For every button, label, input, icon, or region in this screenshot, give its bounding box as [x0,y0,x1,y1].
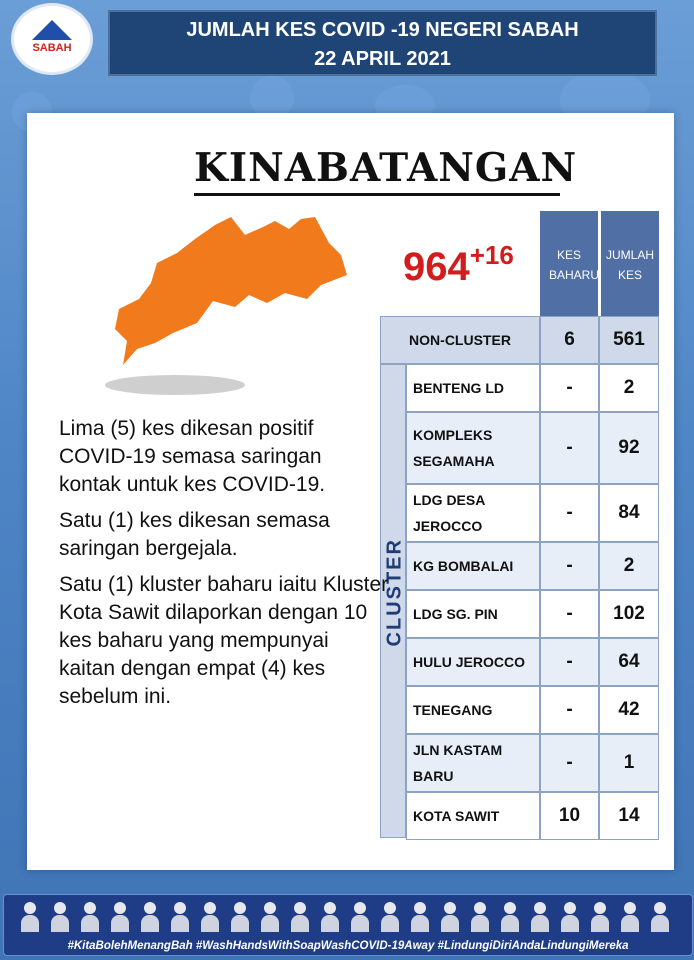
total-cases [403,240,514,290]
person-icon [200,902,220,932]
footer-banner [3,894,693,956]
person-icon [560,902,580,932]
person-icon [230,902,250,932]
person-icon [590,902,610,932]
total-cases-value: 964 [403,245,470,289]
column-header-new [540,211,598,318]
description-paragraph-2: Satu (1) kes dikesan semasa saringan bergejala. [59,509,330,560]
cluster-name-cell: KOMPLEKS SEGAMAHA [406,412,540,484]
total-cases-cell: 92 [599,412,659,484]
person-icon [650,902,670,932]
new-cases-cell: - [540,364,599,412]
cluster-row [380,484,659,542]
cluster-row [380,542,659,590]
cluster-name-cell: KOTA SAWIT [406,792,540,840]
cluster-row [380,590,659,638]
new-cases-cell: - [540,686,599,734]
total-cases-cell: 2 [599,364,659,412]
column-header-new-label: KES BAHARU [549,247,600,282]
person-icon [80,902,100,932]
cluster-row [380,792,659,840]
person-icon [500,902,520,932]
person-icon [410,902,430,932]
district-map [85,213,385,403]
person-icon [140,902,160,932]
district-title: KINABATANGAN [194,143,560,196]
person-icon [290,902,310,932]
non-cluster-row [380,316,659,364]
footer-hashtags: #KitaBolehMenangBah #WashHandsWithSoapWashCOVID-19Away #LindungiDiriAndaLindungiMereka [67,940,629,952]
total-cases-cell: 2 [599,542,659,590]
title-line-2: 22 APRIL 2021 [314,48,451,70]
cluster-name-cell: LDG DESA JEROCCO [406,484,540,542]
total-cases-cell: 42 [599,686,659,734]
person-icon [440,902,460,932]
person-icon [350,902,370,932]
cluster-name-cell: TENEGANG [406,686,540,734]
kinabatangan-map-shape [115,217,347,365]
main-panel [27,113,674,870]
new-cases-cell: 10 [540,792,599,840]
person-icon [110,902,130,932]
total-cases-cell: 102 [599,590,659,638]
cluster-row [380,364,659,412]
person-icon [20,902,40,932]
title-banner [108,10,657,76]
new-cases-cell: - [540,484,599,542]
person-icon [620,902,640,932]
cluster-name-cell: HULU JEROCCO [406,638,540,686]
total-cases-cell: 84 [599,484,659,542]
new-cases-cell: - [540,590,599,638]
total-cases-cell: 64 [599,638,659,686]
person-icon [170,902,190,932]
new-cases-cell: - [540,542,599,590]
logo-text: SABAH [32,42,72,54]
column-header-total-label: JUMLAH KES [605,247,654,282]
new-cases-value: +16 [469,240,514,270]
cluster-row [380,734,659,792]
person-icon [470,902,490,932]
person-icon [260,902,280,932]
new-cases-cell: - [540,412,599,484]
person-icon [380,902,400,932]
person-icon [50,902,70,932]
cluster-name-cell: BENTENG LD [406,364,540,412]
title-line-1: JUMLAH KES COVID -19 NEGERI SABAH [186,19,579,41]
cluster-row [380,412,659,484]
cluster-row [380,686,659,734]
map-shadow [105,375,245,395]
cluster-name-cell: LDG SG. PIN [406,590,540,638]
description-paragraph-3: Satu (1) kluster baharu iaitu Kluster Kota Sawit dilaporkan dengan 10 kes baharu yang mempunyai kaitan dengan empat (4) kes sebelum ini. [59,573,389,708]
cluster-row [380,638,659,686]
column-header-total [601,211,659,318]
cluster-name-cell: NON-CLUSTER [380,316,540,364]
mountain-icon [32,20,72,40]
cluster-label-text: CLUSTER [383,538,406,647]
person-icon [530,902,550,932]
description-paragraph-1: Lima (5) kes dikesan positif COVID-19 semasa saringan kontak untuk kes COVID-19. [59,417,326,496]
description [59,415,389,719]
total-cases-cell: 561 [599,316,659,364]
cluster-name-cell: JLN KASTAM BARU [406,734,540,792]
new-cases-cell: - [540,638,599,686]
total-cases-cell: 1 [599,734,659,792]
cluster-name-cell: KG BOMBALAI [406,542,540,590]
total-cases-cell: 14 [599,792,659,840]
person-icon [320,902,340,932]
new-cases-cell: 6 [540,316,599,364]
sabah-logo [14,6,90,72]
new-cases-cell: - [540,734,599,792]
